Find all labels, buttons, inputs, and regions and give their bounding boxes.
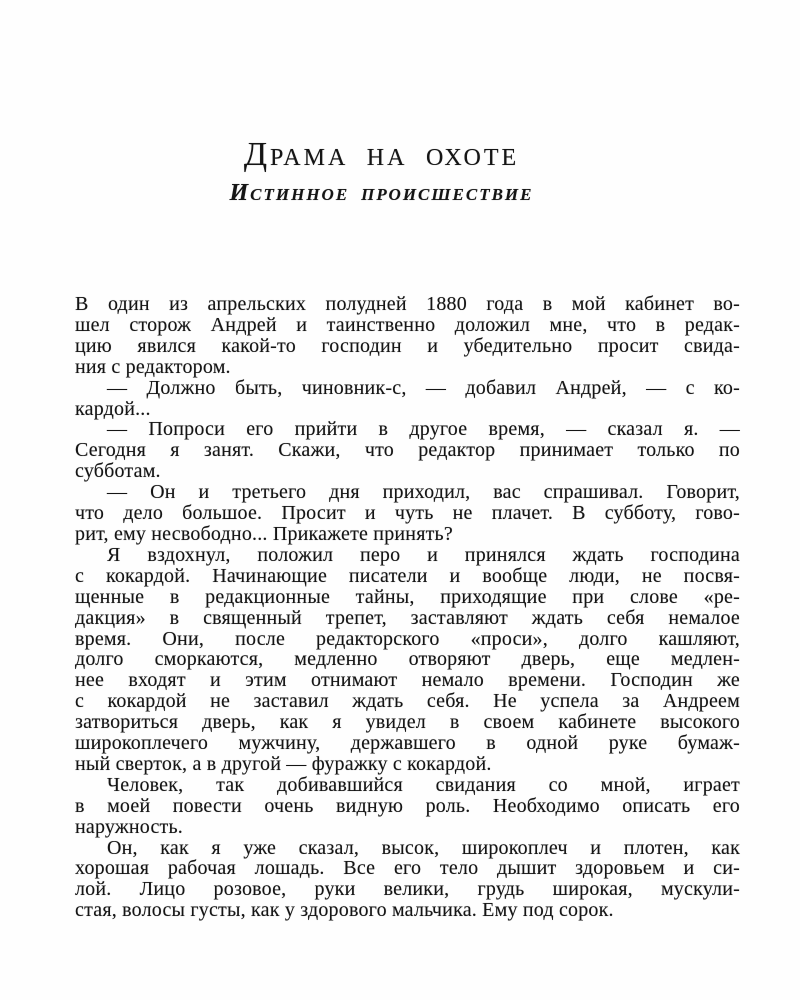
text-line: в моей повести очень видную роль. Необходимо описать его [75,794,740,817]
text-line: цию явился какой-то господин и убедительно просит свида- [75,334,740,357]
text-line: — Попроси его прийти в другое время, — сказал я. — [107,418,740,441]
paragraph [75,419,740,482]
paragraph [75,545,740,775]
text-line: В один из апрельских полудней 1880 года в мой кабинет во- [75,293,740,315]
text-line: с кокардой. Начинающие писатели и вообще люди, не посвя- [75,564,740,587]
text-line: с кокардой не заставил ждать себя. Не успела за Андреем [75,690,740,713]
text-line: рит, ему несвободно... Прикажете принять? [75,522,453,545]
text-line: — Должно быть, чиновник-с, — добавил Андрей, — с ко- [107,376,740,399]
text-line: что дело большое. Просит и чуть не плачет. В субботу, гово- [75,502,740,525]
text-line: затвориться дверь, как я увидел в своем кабинете высокого [75,711,740,734]
text-line: дакция» в священный трепет, заставляют ждать себя немалое [75,606,740,629]
text-line: ный сверток, а в другой — фуражку с кокардой. [75,752,492,775]
paragraph [75,294,740,378]
text-line: Человек, так добивавшийся свидания со мной, играет [107,773,740,796]
text-line: Сегодня я занят. Скажи, что редактор принимает только по [75,439,740,462]
text-line: хорошая рабочая лошадь. Все его тело дышит здоровьем и си- [75,857,740,880]
text-line: Я вздохнул, положил перо и принялся ждать господина [107,543,740,566]
paragraph [75,378,740,420]
paragraph [75,775,740,838]
page-subtitle: Истинное происшествие [229,179,534,206]
text-line: стая, волосы густы, как у здорового мальчика. Ему под сорок. [75,899,614,922]
text-line: — Он и третьего дня приходил, вас спрашивал. Говорит, [107,481,740,504]
text-line: время. Они, после редакторского «проси», долго кашляют, [75,627,740,650]
page-title: Драма на охоте [243,135,520,173]
text-line: лой. Лицо розовое, руки велики, грудь широкая, мускули- [75,878,740,901]
text-line: нее входят и этим отнимают немало времени. Господин же [75,669,740,692]
text-line: широкоплечего мужчину, державшего в одной руке бумаж- [75,732,740,755]
paragraph [75,482,740,545]
text-line: ния с редактором. [75,355,231,378]
text-line: наружность. [75,815,184,838]
text-line: Он, как я уже сказал, высок, широкоплеч и плотен, как [107,836,740,859]
paragraph [75,838,740,922]
text-line: кардой... [75,397,151,420]
text-line: долго сморкаются, медленно отворяют дверь, еще медлен- [75,648,740,671]
text-line: щенные в редакционные тайны, приходящие при слове «ре- [75,585,740,608]
text-body [75,294,740,921]
text-line: субботам. [75,460,161,483]
text-line: шел сторож Андрей и таинственно доложил мне, что в редак- [75,313,740,336]
